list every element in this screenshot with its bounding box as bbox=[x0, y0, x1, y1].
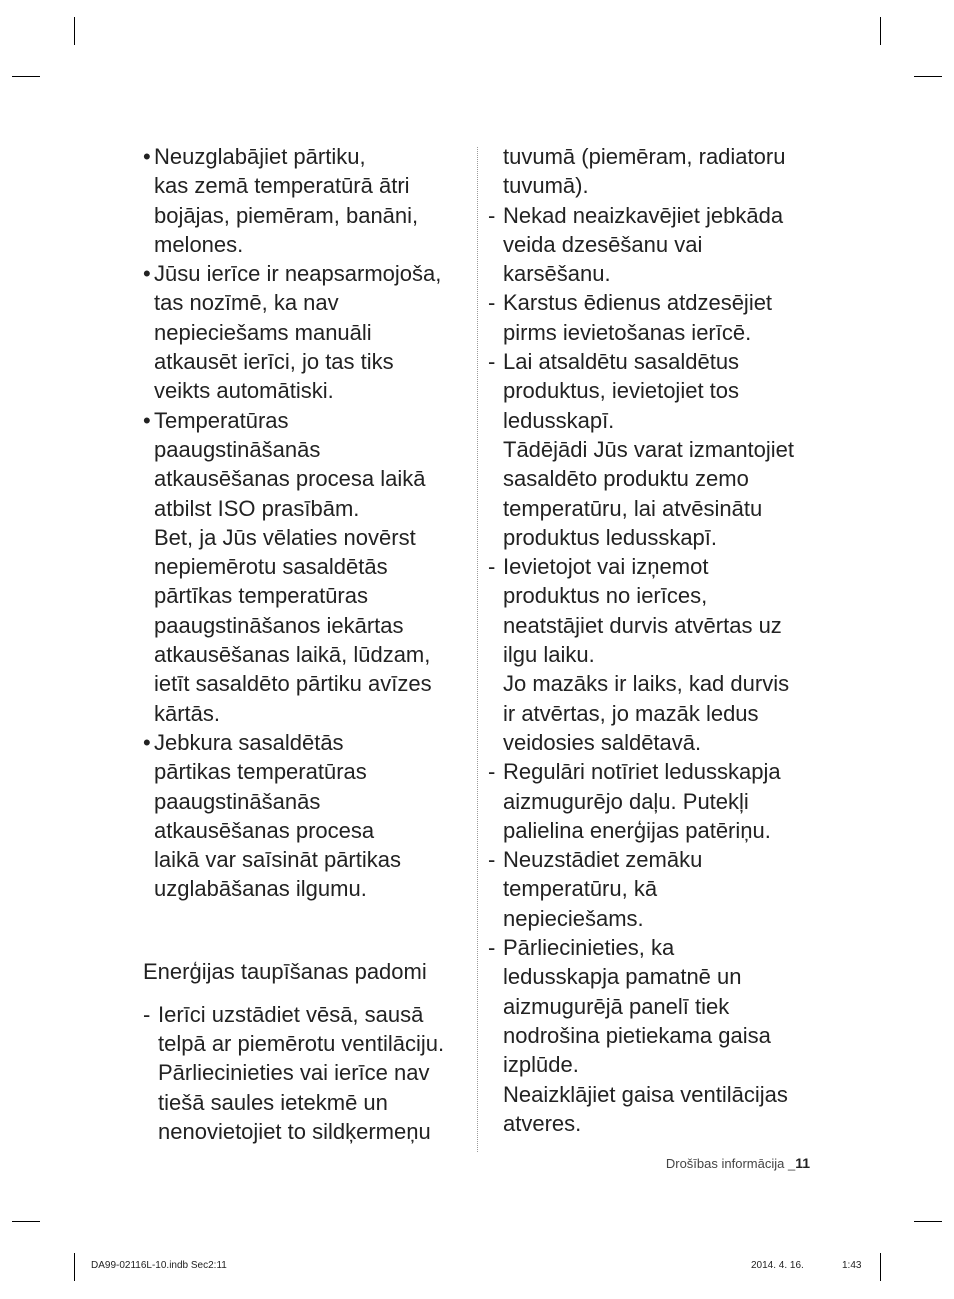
text-line: Pārliecinieties vai ierīce nav bbox=[158, 1060, 430, 1086]
tip-item bbox=[488, 288, 823, 347]
crop-mark bbox=[74, 17, 75, 45]
text-line: bojājas, piemēram, banāni, bbox=[154, 202, 419, 228]
text-line: nepiemērotu sasaldētās bbox=[154, 554, 388, 580]
tip-item bbox=[488, 552, 823, 757]
text-line: atkausēšanas laikā, lūdzam, bbox=[154, 642, 431, 668]
dash-mark: - bbox=[488, 202, 496, 228]
bullet-mark: • bbox=[143, 407, 151, 433]
left-column bbox=[143, 142, 473, 1146]
text-line: Neuzstādiet zemāku bbox=[503, 847, 703, 873]
bullet-mark: • bbox=[143, 144, 151, 169]
text-line: pārtikas temperatūras bbox=[154, 759, 367, 785]
text-line: ilgu laiku. bbox=[503, 642, 595, 668]
text-line: Ierīci uzstādiet vēsā, sausā bbox=[158, 1001, 424, 1027]
section-heading: Enerģijas taupīšanas padomi bbox=[143, 958, 427, 984]
text-line: Ievietojot vai izņemot bbox=[503, 554, 709, 580]
dash-mark: - bbox=[143, 1001, 151, 1027]
text-line: Bet, ja Jūs vēlaties novērst bbox=[154, 524, 416, 550]
text-line: atkausēšanas procesa bbox=[154, 817, 375, 843]
text-line: atveres. bbox=[503, 1110, 582, 1136]
text-line: Temperatūras bbox=[154, 407, 289, 433]
text-line: karsēšanu. bbox=[503, 261, 611, 287]
text-line: tuvumā (piemēram, radiatoru bbox=[503, 144, 786, 169]
dash-mark: - bbox=[488, 349, 496, 375]
text-line: Neuzglabājiet pārtiku, bbox=[154, 144, 366, 169]
bullet-mark: • bbox=[143, 261, 151, 287]
text-line: tiešā saules ietekmē un bbox=[158, 1089, 388, 1115]
text-line: melones. bbox=[154, 231, 244, 257]
text-line: laikā var saīsināt pārtikas bbox=[154, 847, 401, 873]
text-line: nodrošina pietiekama gaisa bbox=[503, 1022, 771, 1048]
footer-section: Drošības informācija _ bbox=[665, 1156, 796, 1171]
text-line: nepieciešams. bbox=[503, 905, 644, 931]
text-line: Jebkura sasaldētās bbox=[154, 729, 344, 755]
slug-file: DA99-02116L-10.indb Sec2:11 bbox=[91, 1260, 227, 1271]
text-line: pārtīkas temperatūras bbox=[154, 583, 368, 609]
dash-mark: - bbox=[488, 759, 496, 785]
text-line: nenovietojiet to sildķermeņu bbox=[158, 1118, 431, 1144]
text-line: pirms ievietošanas ierīcē. bbox=[503, 319, 752, 345]
dash-mark: - bbox=[488, 847, 496, 873]
text-line: nepieciešams manuāli bbox=[154, 319, 372, 345]
bullet-mark: • bbox=[143, 729, 151, 755]
text-line: telpā ar piemērotu ventilāciju. bbox=[158, 1031, 445, 1057]
text-line: kas zemā temperatūrā ātri bbox=[154, 173, 410, 199]
tip-item bbox=[488, 757, 823, 845]
text-line: tas nozīmē, ka nav bbox=[154, 290, 339, 316]
text-line: tuvumā). bbox=[503, 173, 589, 199]
text-line: temperatūru, kā bbox=[503, 876, 658, 902]
text-line: Lai atsaldētu sasaldētus bbox=[503, 349, 740, 375]
text-line: produktus, ievietojiet tos bbox=[503, 378, 740, 404]
text-line: ledusskapja pamatnē un bbox=[503, 964, 742, 990]
crop-mark bbox=[880, 1253, 881, 1281]
bullet-item bbox=[143, 142, 473, 259]
crop-mark bbox=[12, 76, 40, 77]
text-line: ir atvērtas, jo mazāk ledus bbox=[503, 700, 759, 726]
text-line: aizmugurējo daļu. Putekļi bbox=[503, 788, 749, 814]
tip-continuation bbox=[488, 142, 823, 201]
text-line: neatstājiet durvis atvērtas uz bbox=[503, 612, 782, 638]
text-line: Karstus ēdienus atdzesējiet bbox=[503, 290, 773, 316]
text-line: atkausēšanas procesa laikā bbox=[154, 466, 426, 492]
bullet-item bbox=[143, 728, 473, 904]
text-line: produktus ledusskapī. bbox=[503, 524, 718, 550]
text-line: veida dzesēšanu vai bbox=[503, 231, 703, 257]
text-line: Tādējādi Jūs varat izmantojiet bbox=[503, 436, 795, 462]
crop-mark bbox=[914, 76, 942, 77]
text-line: uzglabāšanas ilgumu. bbox=[154, 876, 367, 902]
tip-item bbox=[488, 933, 823, 1138]
tip-item bbox=[488, 347, 823, 552]
dash-mark: - bbox=[488, 290, 496, 316]
crop-mark bbox=[914, 1221, 942, 1222]
tip-item bbox=[143, 1000, 473, 1146]
bullet-item bbox=[143, 406, 473, 728]
page-number: 11 bbox=[795, 1155, 810, 1171]
text-line: produktus no ierīces, bbox=[503, 583, 708, 609]
text-line: kārtās. bbox=[154, 700, 221, 726]
tip-item bbox=[488, 845, 823, 933]
text-line: aizmugurējā panelī tiek bbox=[503, 993, 730, 1019]
slug-date: 2014. 4. 16. bbox=[751, 1260, 804, 1271]
slug-time: 1:43 bbox=[842, 1260, 862, 1271]
column-divider bbox=[477, 147, 478, 1152]
text-line: Jūsu ierīce ir neapsarmojoša, bbox=[154, 261, 442, 287]
text-line: izplūde. bbox=[503, 1052, 579, 1078]
text-line: temperatūru, lai atvēsinātu bbox=[503, 495, 763, 521]
text-line: Pārliecinieties, ka bbox=[503, 935, 675, 961]
text-line: palielina enerģijas patēriņu. bbox=[503, 817, 771, 843]
text-line: atbilst ISO prasībām. bbox=[154, 495, 360, 521]
bullet-item bbox=[143, 259, 473, 405]
crop-mark bbox=[12, 1221, 40, 1222]
text-line: veikts automātiski. bbox=[154, 378, 334, 404]
page-footer bbox=[666, 1155, 810, 1171]
tip-item bbox=[488, 201, 823, 289]
text-line: Neaizklājiet gaisa ventilācijas bbox=[503, 1081, 788, 1107]
text-line: sasaldēto produktu zemo bbox=[503, 466, 749, 492]
text-line: veidosies saldētavā. bbox=[503, 729, 702, 755]
text-line: ietīt sasaldēto pārtiku avīzes bbox=[154, 671, 432, 697]
dash-mark: - bbox=[488, 935, 496, 961]
right-column bbox=[488, 142, 823, 1138]
crop-mark bbox=[880, 17, 881, 45]
text-line: Nekad neaizkavējiet jebkāda bbox=[503, 202, 784, 228]
text-line: paaugstināšanās bbox=[154, 436, 321, 462]
text-line: paaugstināšanās bbox=[154, 788, 321, 814]
text-line: paaugstināšanos iekārtas bbox=[154, 612, 404, 638]
dash-mark: - bbox=[488, 554, 496, 580]
text-line: atkausēt ierīci, jo tas tiks bbox=[154, 349, 394, 375]
text-line: Regulāri notīriet ledusskapja bbox=[503, 759, 781, 785]
text-line: Jo mazāks ir laiks, kad durvis bbox=[503, 671, 790, 697]
crop-mark bbox=[74, 1253, 75, 1281]
text-line: ledusskapī. bbox=[503, 407, 615, 433]
